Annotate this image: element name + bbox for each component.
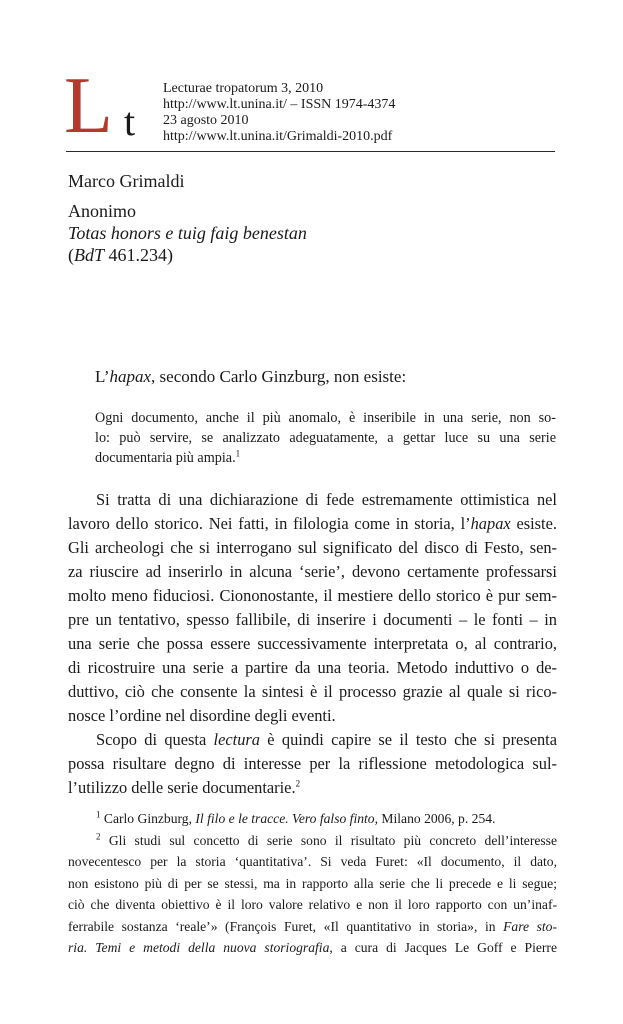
author-name: Marco Grimaldi bbox=[68, 171, 185, 191]
publication-date: 23 agosto 2010 bbox=[163, 113, 249, 128]
body-line: Gli archeologi che si interrogano sul significato del disco di Festo, sen- bbox=[68, 538, 557, 557]
body-text-segment: è quindi capire se il testo che si presenta bbox=[259, 730, 557, 749]
footnote-number-2: 2 bbox=[96, 830, 101, 841]
body-line: una serie che possa essere successivamente interpretata o, al contrario, bbox=[68, 634, 557, 653]
title-paren: ( bbox=[68, 245, 74, 265]
footnote-text: Carlo Ginzburg, bbox=[100, 811, 196, 826]
title-line-3 bbox=[68, 244, 307, 266]
epigraph-after: , secondo Carlo Ginzburg, non esiste: bbox=[151, 367, 407, 386]
body-line bbox=[68, 728, 557, 752]
title-line-1: Anonimo bbox=[68, 201, 137, 221]
block-quote bbox=[95, 408, 556, 468]
quote-text: documentaria più ampia. bbox=[95, 450, 236, 466]
footnote-2-line: ciò che diventa obiettivo è il loro valore relativo e non il loro rapporto con un’inaf- bbox=[68, 897, 557, 912]
body-line: di ricostruire una serie a partire da una teoria. Metodo induttivo o de- bbox=[68, 658, 557, 677]
body-text-segment: esiste. bbox=[510, 514, 557, 533]
footnote-text: , a cura di Jacques Le Goff e Pierre bbox=[329, 940, 557, 955]
body-text bbox=[68, 488, 557, 800]
body-line: possa risultare degno di interesse per la riflessione metodologica sul- bbox=[68, 754, 557, 773]
body-line: pre un tentativo, spesso fallibile, di inserire i documenti – le fonti – in bbox=[68, 610, 557, 629]
body-hapax: hapax bbox=[470, 514, 511, 533]
pdf-url[interactable]: http://www.lt.unina.it/Grimaldi-2010.pdf bbox=[163, 129, 393, 144]
epigraph-before: L’ bbox=[95, 367, 110, 386]
footnotes bbox=[68, 808, 557, 959]
body-text-segment: l’utilizzo delle serie documentarie. bbox=[68, 778, 296, 797]
title-ref: 461.234) bbox=[104, 245, 174, 265]
journal-issue: Lecturae tropatorum 3, 2010 bbox=[163, 81, 324, 96]
logo-letter-t: t bbox=[124, 99, 136, 144]
body-line: Si tratta di una dichiarazione di fede estremamente ottimistica nel bbox=[96, 490, 557, 509]
footnote-1 bbox=[68, 808, 557, 830]
header-rule bbox=[66, 151, 555, 152]
logo-letter-l: L bbox=[64, 62, 113, 150]
footnote-ref-1[interactable]: 1 bbox=[235, 448, 241, 459]
footnote-2-line bbox=[68, 937, 557, 959]
epigraph-hapax: hapax bbox=[109, 367, 152, 386]
body-text-segment: Scopo di questa bbox=[96, 730, 214, 749]
footnote-text: ferrabile sostanza ‘reale’» (François Furet, «Il quantitativo in storia», in bbox=[68, 918, 504, 934]
title-line-2: Totas honors e tuig faig benestan bbox=[68, 223, 307, 243]
epigraph-lead bbox=[95, 366, 406, 387]
footnote-title: ria. Temi e metodi della nuova storiografia bbox=[68, 940, 330, 955]
journal-logo bbox=[64, 62, 154, 150]
footnote-text: Gli studi sul concetto di serie sono il risultato più concreto dell’interesse bbox=[100, 832, 557, 848]
article-title bbox=[68, 200, 307, 266]
footnote-title: Il filo e le tracce. Vero falso finto bbox=[195, 811, 375, 826]
footnote-2-line: non esistono più di per se stessi, ma in rapporto alla serie che li precede e li segue; bbox=[68, 875, 557, 891]
publication-info bbox=[163, 81, 395, 145]
footnote-2-line bbox=[68, 830, 557, 852]
quote-line: lo: può servire, se analizzato adeguatamente, a gettar luce su una serie bbox=[95, 430, 556, 446]
footnote-2-line bbox=[68, 916, 557, 938]
journal-url-issn[interactable]: http://www.lt.unina.it/ – ISSN 1974-4374 bbox=[163, 97, 396, 112]
footnote-2-line: novecentesco per la storia ‘quantitativa’. Si veda Furet: «Il documento, il dato, bbox=[68, 854, 557, 869]
body-line: nosce l’ordine nel disordine degli eventi. bbox=[68, 706, 336, 725]
footnote-title: Fare sto- bbox=[503, 918, 557, 934]
body-line: duttivo, ciò che consente la sintesi è il processo grazie al quale si rico- bbox=[68, 682, 557, 701]
title-bdt: BdT bbox=[74, 245, 105, 265]
footnote-number-1: 1 bbox=[96, 809, 101, 820]
body-line bbox=[68, 512, 557, 536]
quote-line bbox=[95, 448, 556, 468]
body-line: za riuscire ad inserirlo in alcuna ‘serie’, devono certamente professarsi bbox=[68, 562, 557, 581]
quote-line: Ogni documento, anche il più anomalo, è inseribile in una serie, non so- bbox=[95, 410, 556, 426]
body-text-segment: lavoro dello storico. Nei fatti, in filologia come in storia, l’ bbox=[68, 514, 471, 533]
footnote-ref-2[interactable]: 2 bbox=[295, 778, 301, 789]
footnote-text: , Milano 2006, p. 254. bbox=[374, 811, 496, 826]
body-lectura: lectura bbox=[213, 730, 260, 749]
body-line: molto meno fiduciosi. Ciononostante, il mestiere dello storico è pur sem- bbox=[68, 586, 557, 605]
body-line bbox=[68, 776, 557, 800]
